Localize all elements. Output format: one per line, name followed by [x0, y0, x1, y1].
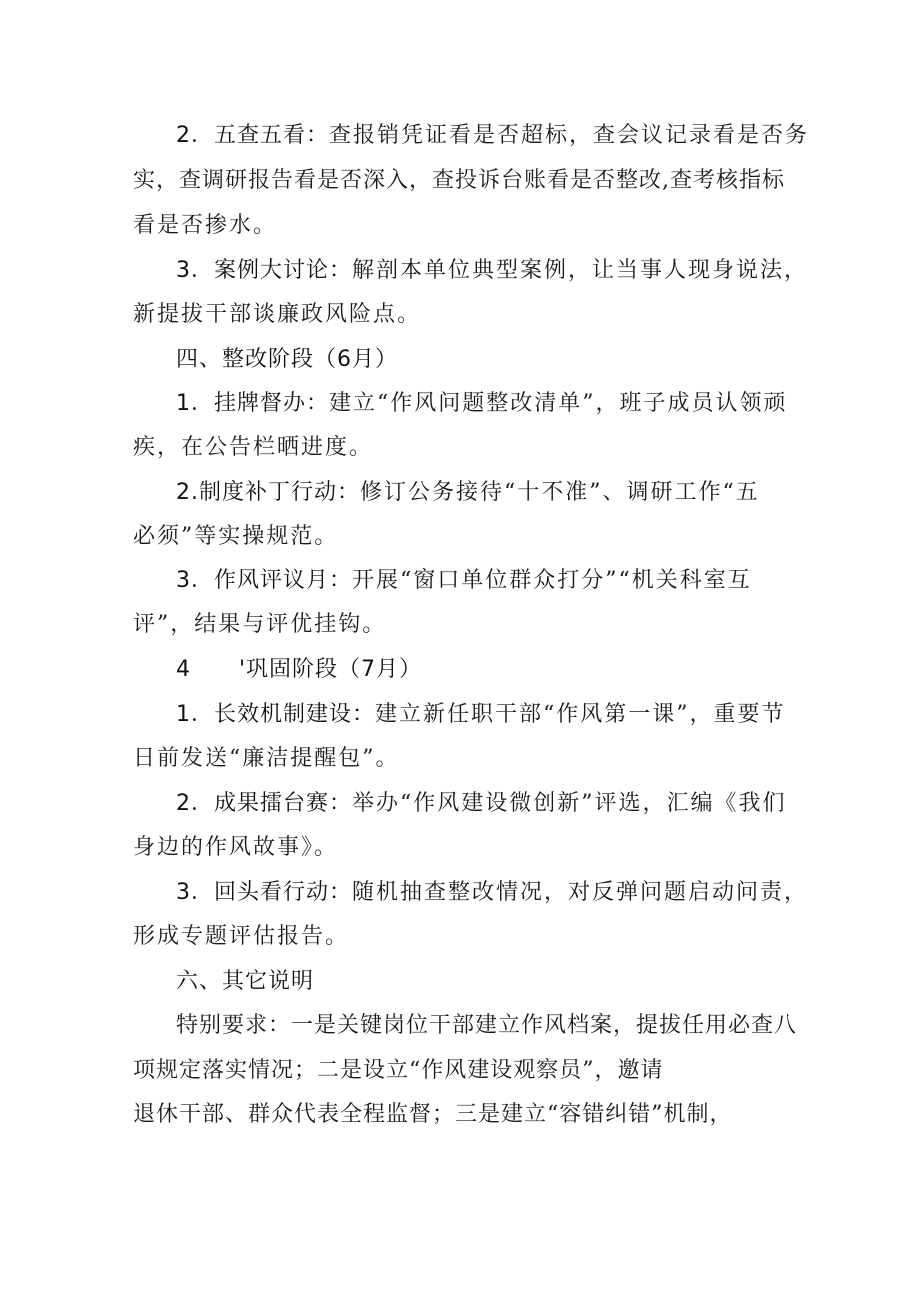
paragraph-institution-patch-line-1	[176, 478, 760, 508]
item-text: 举办“作风建设微创新”评选，汇编《我们	[352, 791, 787, 816]
paragraph-supervision-line-2: 疾，在公告栏晒进度。	[133, 435, 374, 460]
paragraph-long-term-mechanism-line-1	[176, 700, 786, 730]
item-label: 1．长效机制建设：	[176, 702, 375, 727]
item-label: 1．挂牌督办：	[176, 391, 329, 416]
paragraph-institution-patch-line-2: 必须”等实操规范。	[133, 524, 339, 549]
item-text: 解剖本单位典型案例，让当事人现身说法，	[352, 258, 809, 283]
section-heading-other-notes: 六、其它说明	[176, 969, 315, 994]
item-text: 建立“作风问题整改清单”，班子成员认领顽	[329, 391, 788, 416]
paragraph-five-checks-line-1	[176, 121, 809, 151]
paragraph-case-discussion-line-2: 新提拔干部谈廉政风险点。	[133, 302, 422, 327]
paragraph-results-contest-line-1	[176, 789, 787, 819]
section-heading-consolidation	[176, 655, 422, 685]
item-label: 3．案例大讨论：	[176, 258, 352, 283]
paragraph-style-review-line-1	[176, 566, 752, 596]
paragraph-results-contest-line-2: 身边的作风故事》。	[133, 835, 339, 860]
item-text: 开展“窗口单位群众打分”“机关科室互	[352, 568, 752, 593]
item-label: 3．回头看行动：	[176, 880, 352, 905]
paragraph-special-requirements-line-2: 项规定落实情况；二是设立“作风建设观察员”，邀请	[133, 1058, 664, 1083]
paragraph-special-requirements-line-3: 退休干部、群众代表全程监督；三是建立“容错纠错”机制，	[133, 1102, 733, 1127]
paragraph-look-back-line-1	[176, 878, 808, 908]
item-text: 随机抽查整改情况，对反弹问题启动问责，	[352, 880, 809, 905]
section-title: '巩固阶段（7月）	[239, 657, 423, 682]
paragraph-long-term-mechanism-line-2: 日前发送“廉洁提醒包”。	[133, 746, 400, 771]
item-text: 建立新任职干部“作风第一课”，重要节	[375, 702, 786, 727]
section-heading-rectification: 四、整改阶段（6月）	[176, 347, 398, 372]
paragraph-look-back-line-2: 形成专题评估报告。	[133, 924, 350, 949]
item-label: 2．成果擂台赛：	[176, 791, 352, 816]
paragraph-special-requirements-line-1: 特别要求：一是关键岗位干部建立作风档案，提拔任用必查八	[176, 1013, 798, 1038]
paragraph-five-checks-line-3: 看是否掺水。	[133, 213, 278, 238]
paragraph-case-discussion-line-1	[176, 256, 808, 286]
item-label: 3．作风评议月：	[176, 568, 352, 593]
paragraph-five-checks-line-2: 实，查调研报告看是否深入，查投诉台账看是否整改,查考核指标	[133, 168, 785, 193]
paragraph-style-review-line-2: 评”，结果与评优挂钩。	[133, 612, 387, 637]
item-text: 查报销凭证看是否超标，查会议记录看是否务	[329, 123, 810, 148]
item-label: 2.制度补丁行动：	[176, 480, 360, 505]
item-label: 2．五查五看：	[176, 123, 329, 148]
item-text: 修订公务接待“十不准”、调研工作“五	[360, 480, 760, 505]
section-number: 4	[176, 657, 191, 682]
paragraph-supervision-line-1	[176, 389, 788, 419]
